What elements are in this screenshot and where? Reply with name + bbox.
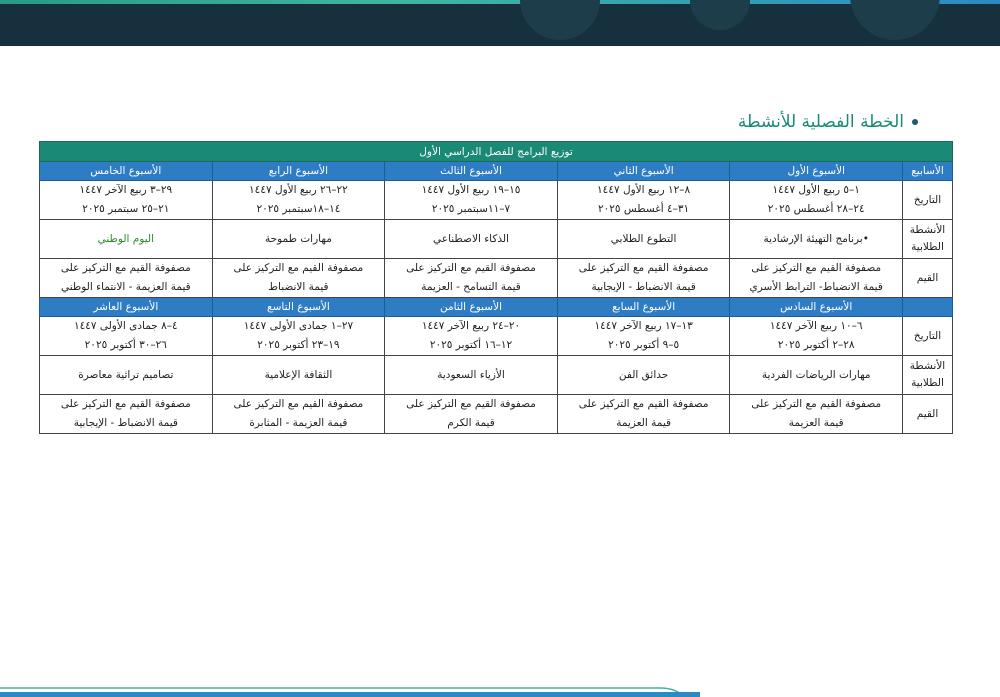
row-label-values: القيم bbox=[903, 259, 953, 298]
activity-cell: حدائق الفن bbox=[557, 356, 730, 395]
date-cell: ١–٥ ربيع الأول ١٤٤٧ ٢٤–٢٨ أغسطس ٢٠٢٥ bbox=[730, 181, 903, 220]
activity-cell: •برنامج التهيئة الإرشادية bbox=[730, 220, 903, 259]
activity-cell: التطوع الطلابي bbox=[557, 220, 730, 259]
header-decor-circle bbox=[850, 0, 940, 40]
row-label-values: القيم bbox=[903, 395, 953, 434]
values-cell: مصفوفة القيم مع التركيز على قيمة العزيمة - الانتماء الوطني bbox=[40, 259, 213, 298]
activity-cell: الذكاء الاصطناعي bbox=[385, 220, 558, 259]
week-header: الأسبوع الأول bbox=[730, 162, 903, 181]
activities-plan-table bbox=[39, 141, 953, 434]
values-cell: مصفوفة القيم مع التركيز على قيمة العزيمة bbox=[730, 395, 903, 434]
date-row bbox=[40, 181, 953, 220]
values-cell: مصفوفة القيم مع التركيز على قيمة التسامح - العزيمة bbox=[385, 259, 558, 298]
date-cell: ٢٩–٣ ربيع الآخر ١٤٤٧ ٢١–٢٥ سبتمبر ٢٠٢٥ bbox=[40, 181, 213, 220]
values-cell: مصفوفة القيم مع التركيز على قيمة العزيمة - المثابرة bbox=[212, 395, 385, 434]
row-label-empty bbox=[903, 298, 953, 317]
values-cell: مصفوفة القيم مع التركيز على قيمة الانضباط - الإيجابية bbox=[40, 395, 213, 434]
date-cell: ٤–٨ جمادى الأولى ١٤٤٧ ٢٦–٣٠ أكتوبر ٢٠٢٥ bbox=[40, 317, 213, 356]
activities-row bbox=[40, 220, 953, 259]
date-cell: ٢٧–١ جمادى الأولى ١٤٤٧ ١٩–٢٣ أكتوبر ٢٠٢٥ bbox=[212, 317, 385, 356]
week-header: الأسبوع التاسع bbox=[212, 298, 385, 317]
week-header: الأسبوع الثالث bbox=[385, 162, 558, 181]
activity-cell: الثقافة الإعلامية bbox=[212, 356, 385, 395]
values-cell: مصفوفة القيم مع التركيز على قيمة العزيمة bbox=[557, 395, 730, 434]
date-cell: ٨–١٢ ربيع الأول ١٤٤٧ ٣١–٤ أغسطس ٢٠٢٥ bbox=[557, 181, 730, 220]
date-cell: ١٣–١٧ ربيع الآخر ١٤٤٧ ٥–٩ أكتوبر ٢٠٢٥ bbox=[557, 317, 730, 356]
bullet-icon bbox=[912, 119, 918, 125]
activity-cell: مهارات الرياضات الفردية bbox=[730, 356, 903, 395]
values-cell: مصفوفة القيم مع التركيز على قيمة الانضباط - الإيجابية bbox=[557, 259, 730, 298]
table-caption-row bbox=[40, 142, 953, 162]
week-header: الأسبوع العاشر bbox=[40, 298, 213, 317]
values-cell: مصفوفة القيم مع التركيز على قيمة الانضباط- الترابط الأسري bbox=[730, 259, 903, 298]
footer-decor-lines bbox=[0, 686, 1000, 697]
week-header-row bbox=[40, 298, 953, 317]
week-header: الأسبوع الخامس bbox=[40, 162, 213, 181]
date-row bbox=[40, 317, 953, 356]
date-cell: ٢٠–٢٤ ربيع الآخر ١٤٤٧ ١٢–١٦ أكتوبر ٢٠٢٥ bbox=[385, 317, 558, 356]
activity-cell: الأزياء السعودية bbox=[385, 356, 558, 395]
table-caption: توزيع البرامج للفصل الدراسي الأول bbox=[40, 142, 953, 162]
activity-cell-national-day: اليوم الوطني bbox=[40, 220, 213, 259]
values-cell: مصفوفة القيم مع التركيز على قيمة الكرم bbox=[385, 395, 558, 434]
activity-cell: مهارات طموحة bbox=[212, 220, 385, 259]
section-title: الخطة الفصلية للأنشطة bbox=[737, 112, 904, 132]
row-label-activities: الأنشطة الطلابية bbox=[903, 356, 953, 395]
week-header: الأسبوع السادس bbox=[730, 298, 903, 317]
row-label-date: التاريخ bbox=[903, 181, 953, 220]
header-banner bbox=[0, 0, 1000, 46]
values-row bbox=[40, 395, 953, 434]
row-label-activities: الأنشطة الطلابية bbox=[903, 220, 953, 259]
row-label-date: التاريخ bbox=[903, 317, 953, 356]
week-header: الأسبوع الثاني bbox=[557, 162, 730, 181]
header-decor-circle bbox=[520, 0, 600, 40]
values-row bbox=[40, 259, 953, 298]
date-cell: ٢٢–٢٦ ربيع الأول ١٤٤٧ ١٤–١٨سبتمبر ٢٠٢٥ bbox=[212, 181, 385, 220]
date-cell: ٦–١٠ ربيع الآخر ١٤٤٧ ٢٨–٢ أكتوبر ٢٠٢٥ bbox=[730, 317, 903, 356]
row-label-weeks: الأسابيع bbox=[903, 162, 953, 181]
week-header: الأسبوع الرابع bbox=[212, 162, 385, 181]
date-cell: ١٥–١٩ ربيع الأول ١٤٤٧ ٧–١١سبتمبر ٢٠٢٥ bbox=[385, 181, 558, 220]
activities-row bbox=[40, 356, 953, 395]
week-header: الأسبوع السابع bbox=[557, 298, 730, 317]
activity-cell: تصاميم تراثية معاصرة bbox=[40, 356, 213, 395]
header-decor-circle bbox=[690, 0, 750, 30]
section-title-row bbox=[738, 112, 918, 132]
values-cell: مصفوفة القيم مع التركيز على قيمة الانضباط bbox=[212, 259, 385, 298]
week-header-row bbox=[40, 162, 953, 181]
week-header: الأسبوع الثامن bbox=[385, 298, 558, 317]
